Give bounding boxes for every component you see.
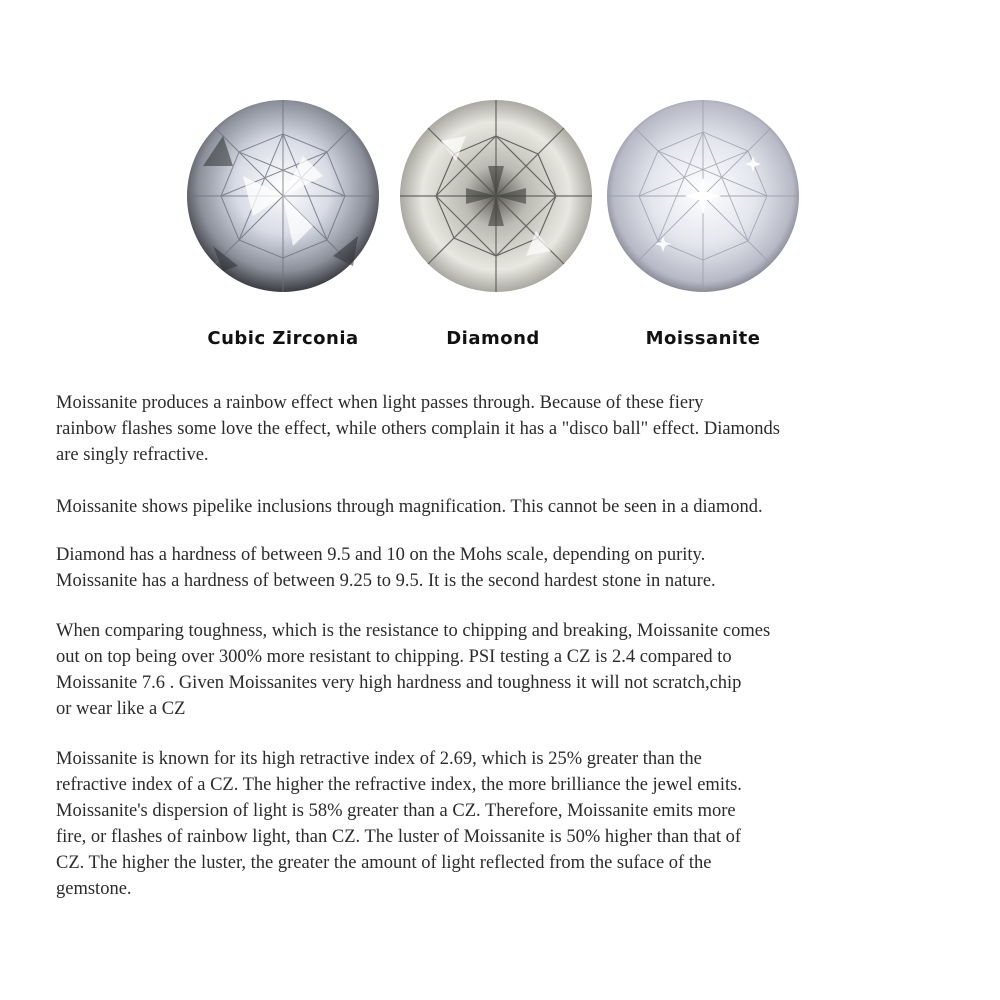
text-line: Moissanite shows pipelike inclusions through magnification. This cannot be seen in a diamond.: [56, 497, 763, 517]
text-line: out on top being over 300% more resistant to chipping. PSI testing a CZ is 2.4 compared to: [56, 647, 732, 667]
text-line: gemstone.: [56, 879, 132, 899]
text-line: rainbow flashes some love the effect, while others complain it has a "disco ball" effect. Diamonds: [56, 419, 780, 439]
text-line: CZ. The higher the luster, the greater the amount of light reflected from the suface of the: [56, 853, 712, 873]
paragraph-inclusions: [56, 494, 936, 520]
text-line: Moissanite produces a rainbow effect when light passes through. Because of these fiery: [56, 393, 704, 413]
text-line: Diamond has a hardness of between 9.5 and 10 on the Mohs scale, depending on purity.: [56, 545, 706, 565]
paragraph-refractive-index: [56, 746, 936, 902]
text-line: or wear like a CZ: [56, 699, 186, 719]
text-line: When comparing toughness, which is the resistance to chipping and breaking, Moissanite comes: [56, 621, 771, 641]
paragraph-hardness: [56, 542, 936, 594]
cubic-zirconia-gem-icon: [183, 96, 383, 296]
text-line: are singly refractive.: [56, 445, 209, 465]
diamond-label: Diamond: [446, 328, 540, 349]
paragraph-toughness: [56, 618, 936, 722]
moissanite-gem-icon: [603, 96, 803, 296]
text-line: fire, or flashes of rainbow light, than CZ. The luster of Moissanite is 50% higher than that of: [56, 827, 742, 847]
moissanite-gem-svg: [603, 96, 803, 296]
text-line: Moissanite has a hardness of between 9.25 to 9.5. It is the second hardest stone in nature.: [56, 571, 716, 591]
text-line: refractive index of a CZ. The higher the refractive index, the more brilliance the jewel emits.: [56, 775, 742, 795]
moissanite-label: Moissanite: [645, 328, 761, 349]
text-line: Moissanite is known for its high retractive index of 2.69, which is 25% greater than the: [56, 749, 702, 769]
diamond-gem-svg: [396, 96, 596, 296]
diamond-gem-icon: [396, 96, 596, 296]
text-line: Moissanite's dispersion of light is 58% greater than a CZ. Therefore, Moissanite emits more: [56, 801, 736, 821]
text-line: Moissanite 7.6 . Given Moissanites very high hardness and toughness it will not scratch,chip: [56, 673, 742, 693]
paragraph-rainbow-effect: [56, 390, 936, 468]
cubic-zirconia-label: Cubic Zirconia: [207, 328, 359, 349]
cubic-zirconia-gem-svg: [183, 96, 383, 296]
